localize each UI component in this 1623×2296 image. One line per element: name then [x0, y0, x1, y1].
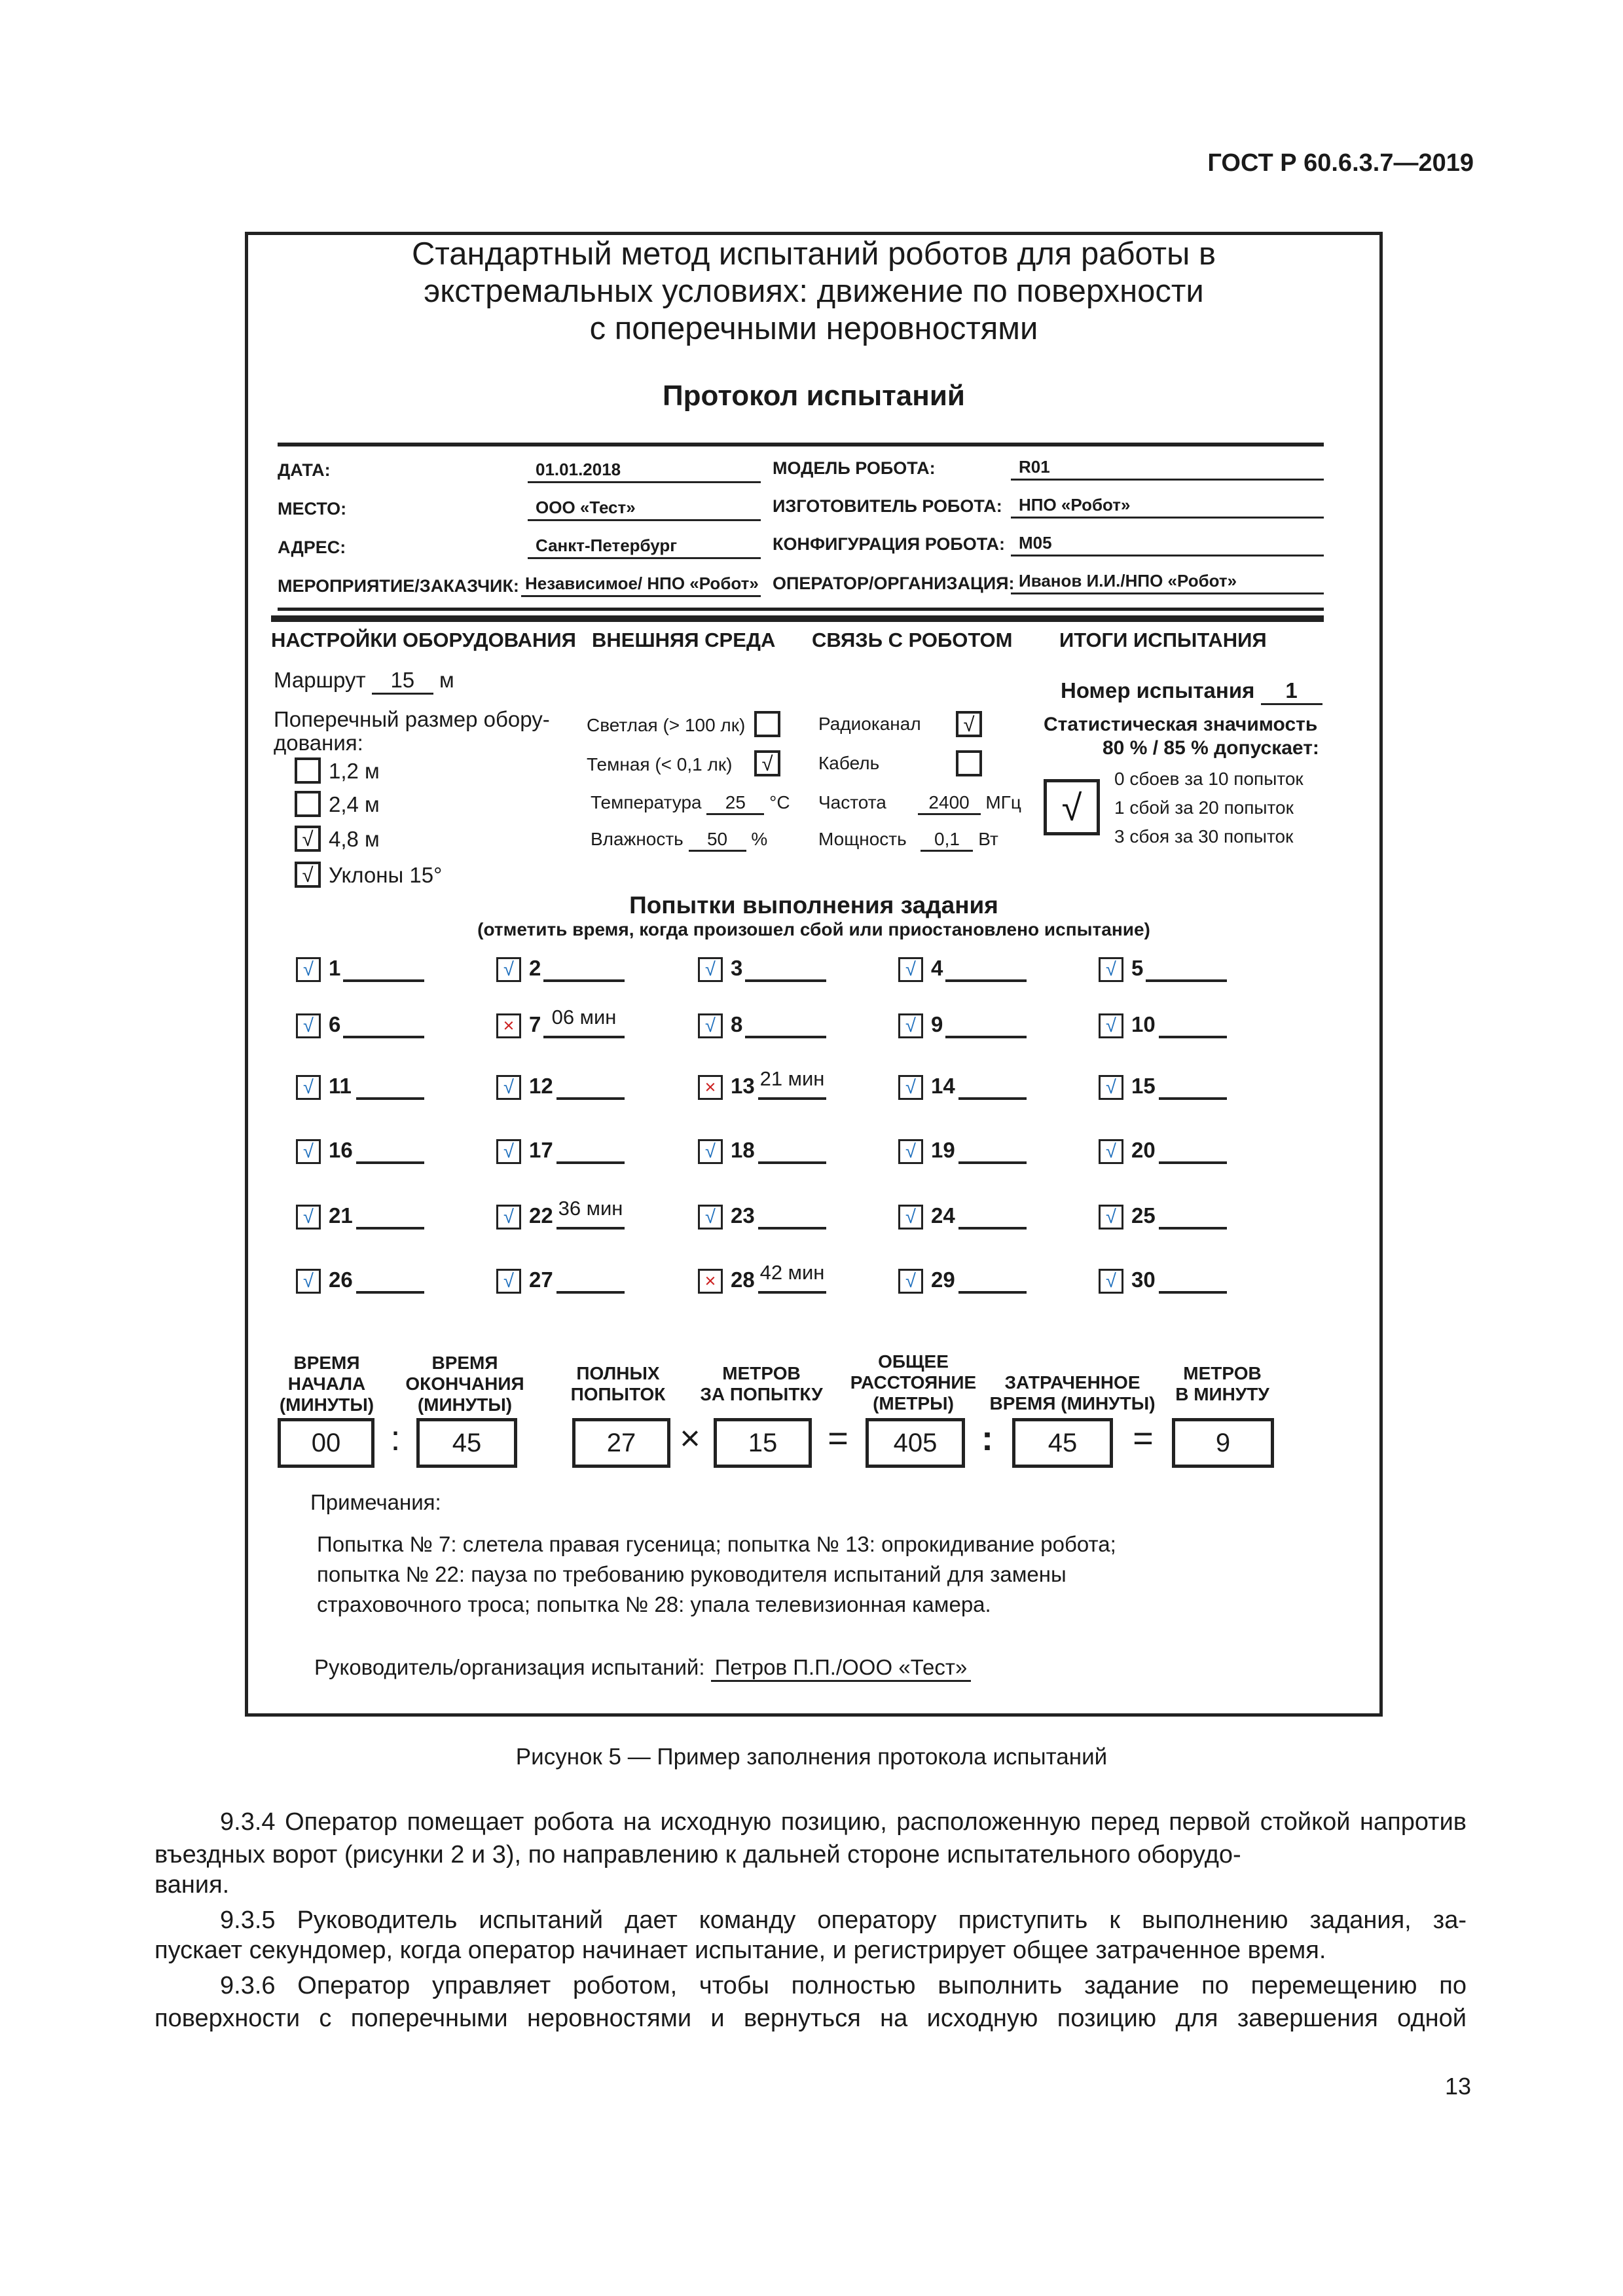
configuration-field[interactable]: М05	[1011, 530, 1324, 556]
significance-rule-1: 0 сбоев за 10 попыток	[1114, 769, 1304, 789]
paragraph-9-3-4-end: вания.	[155, 1871, 230, 1899]
size-1-2-checkbox[interactable]	[295, 757, 321, 784]
attempt-7-checkbox[interactable]: ×	[496, 1013, 521, 1038]
test-number-label: Номер испытания	[1061, 678, 1255, 702]
paragraph-9-3-5-line-2: пускает секундомер, когда оператор начинает испытание, и регистрирует общее затраченное время.	[155, 1937, 1326, 1964]
attempt-3-number: 3	[731, 956, 743, 980]
attempt-13-checkbox[interactable]: ×	[698, 1075, 723, 1100]
attempt-25-checkbox[interactable]: √	[1099, 1205, 1123, 1230]
start-time-header: ВРЕМЯ НАЧАЛА (МИНУТЫ)	[279, 1353, 374, 1415]
attempt-3-checkbox[interactable]: √	[698, 957, 723, 982]
attempt-5-time-line[interactable]	[1146, 979, 1227, 982]
significance-line-1: Статистическая значимость	[1044, 714, 1318, 735]
humidity-unit: %	[751, 829, 768, 849]
attempt-7-number: 7	[529, 1012, 541, 1036]
address-field[interactable]: Санкт-Петербург	[528, 533, 761, 559]
attempt-14-time-line[interactable]	[958, 1097, 1027, 1100]
attempt-6-number: 6	[329, 1012, 341, 1036]
size-1-2-label: 1,2 м	[329, 759, 380, 783]
attempt-12-time-line[interactable]	[556, 1097, 625, 1100]
manufacturer-label: ИЗГОТОВИТЕЛЬ РОБОТА:	[773, 496, 1002, 516]
attempts-subtitle: (отметить время, когда произошел сбой или приостановлено испытание)	[477, 919, 1150, 939]
cable-checkbox[interactable]	[956, 750, 982, 776]
attempt-1-number: 1	[329, 956, 341, 980]
attempt-20-checkbox[interactable]: √	[1099, 1139, 1123, 1164]
attempt-6-time-line[interactable]	[343, 1036, 424, 1038]
significance-line-2: 80 % / 85 % допускает:	[1103, 737, 1319, 759]
notes-label: Примечания:	[310, 1490, 441, 1514]
attempt-16-number: 16	[329, 1138, 353, 1162]
paragraph-9-3-5-line-1: 9.3.5 Руководитель испытаний дает команду оператору приступить к выполнению задания, за-	[220, 1906, 1467, 1934]
test-number-value[interactable]: 1	[1261, 678, 1322, 705]
figure-caption: Рисунок 5 — Пример заполнения протокола испытаний	[515, 1744, 1108, 1770]
temperature-value[interactable]: 25	[706, 792, 764, 815]
route-label: Маршрут	[274, 668, 366, 692]
event-field[interactable]: Независимое/ НПО «Робот»	[521, 571, 761, 597]
power-line	[818, 829, 998, 852]
attempt-17-checkbox[interactable]: √	[496, 1139, 521, 1164]
end-time-box[interactable]: 45	[416, 1418, 517, 1468]
significance-rule-2: 1 сбой за 20 попыток	[1114, 797, 1294, 818]
slopes-label: Уклоны 15°	[329, 863, 443, 887]
significance-checkbox[interactable]: √	[1044, 779, 1100, 835]
attempt-1-checkbox[interactable]: √	[296, 957, 321, 982]
attempt-11-time-line[interactable]	[356, 1097, 424, 1100]
attempt-29-time-line[interactable]	[958, 1291, 1027, 1294]
attempt-27-time-line[interactable]	[556, 1291, 625, 1294]
temperature-line	[591, 792, 790, 815]
attempt-20-number: 20	[1131, 1138, 1156, 1162]
attempt-23-time-line[interactable]	[758, 1227, 826, 1230]
attempt-16-time-line[interactable]	[356, 1161, 424, 1164]
form-title-line-2: экстремальных условиях: движение по поверхности	[424, 274, 1204, 309]
paragraph-9-3-6: 9.3.6 Оператор управляет роботом, чтобы полностью выполнить задание по перемещению по поверхности с поперечными неровностями и вернуться на исходную позицию для завершения одной	[155, 1972, 1467, 2032]
route-line	[274, 668, 454, 695]
slopes-checkbox[interactable]: √	[295, 862, 321, 888]
supervisor-line	[314, 1655, 971, 1682]
test-number-line	[1061, 678, 1322, 705]
protocol-title: Протокол испытаний	[663, 380, 965, 412]
attempt-8-checkbox[interactable]: √	[698, 1013, 723, 1038]
event-label: МЕРОПРИЯТИЕ/ЗАКАЗЧИК:	[278, 576, 519, 596]
comms-section-title: СВЯЗЬ С РОБОТОМ	[812, 629, 1013, 651]
robot-model-label: МОДЕЛЬ РОБОТА:	[773, 458, 936, 478]
info-bottom-rule-thin	[278, 608, 1324, 611]
attempt-30-checkbox[interactable]: √	[1099, 1269, 1123, 1294]
power-unit: Вт	[978, 829, 998, 849]
attempt-26-checkbox[interactable]: √	[296, 1269, 321, 1294]
attempt-9-checkbox[interactable]: √	[898, 1013, 923, 1038]
attempt-21-time-line[interactable]	[356, 1227, 424, 1230]
size-2-4-checkbox[interactable]	[295, 791, 321, 817]
paragraph-9-3-4: 9.3.4 Оператор помещает робота на исходную позицию, расположенную перед первой стойкой напротив въездных ворот (рисунки 2 и 3), по направлению к дальней стороне испытательного оборудо-	[155, 1808, 1467, 1868]
manufacturer-field[interactable]: НПО «Робот»	[1011, 492, 1324, 519]
attempt-9-time-line[interactable]	[945, 1036, 1027, 1038]
robot-model-field[interactable]: R01	[1011, 454, 1324, 481]
meters-per-minute-header: МЕТРОВ В МИНУТУ	[1175, 1363, 1269, 1404]
results-section-title: ИТОГИ ИСПЫТАНИЯ	[1059, 629, 1267, 651]
route-unit: м	[439, 668, 454, 692]
meters-per-attempt-box[interactable]: 15	[714, 1418, 812, 1468]
size-4-8-checkbox[interactable]: √	[295, 826, 321, 852]
light-checkbox[interactable]	[754, 711, 780, 737]
frequency-label: Частота	[818, 792, 886, 812]
total-distance-box[interactable]: 405	[866, 1418, 965, 1468]
attempt-4-checkbox[interactable]: √	[898, 957, 923, 982]
date-label: ДАТА:	[278, 460, 331, 480]
humidity-value[interactable]: 50	[689, 829, 746, 852]
attempt-12-checkbox[interactable]: √	[496, 1075, 521, 1100]
temperature-label: Температура	[591, 792, 702, 812]
power-label: Мощность	[818, 829, 907, 849]
humidity-line	[591, 829, 767, 852]
attempt-2-checkbox[interactable]: √	[496, 957, 521, 982]
frequency-line	[818, 792, 1021, 815]
size-4-8-label: 4,8 м	[329, 827, 380, 851]
attempt-2-number: 2	[529, 956, 541, 980]
humidity-label: Влажность	[591, 829, 684, 849]
frequency-unit: МГц	[985, 792, 1021, 812]
operator-field[interactable]: Иванов И.И./НПО «Робот»	[1011, 568, 1324, 594]
attempt-10-time-line[interactable]	[1159, 1036, 1227, 1038]
attempt-27-checkbox[interactable]: √	[496, 1269, 521, 1294]
elapsed-time-box[interactable]: 45	[1012, 1418, 1113, 1468]
attempt-19-checkbox[interactable]: √	[898, 1139, 923, 1164]
attempt-11-number: 11	[329, 1074, 352, 1098]
attempt-13-time: 21 мин	[759, 1067, 825, 1090]
standard-number: ГОСТ Р 60.6.3.7—2019	[1207, 149, 1474, 177]
attempt-14-number: 14	[931, 1074, 955, 1098]
note-line-3: страховочного троса; попытка № 28: упала телевизионная камера.	[317, 1592, 991, 1616]
attempt-9-number: 9	[931, 1012, 943, 1036]
attempt-23-number: 23	[731, 1203, 755, 1228]
colon-operator-1: :	[390, 1419, 401, 1458]
attempt-26-time-line[interactable]	[356, 1291, 424, 1294]
environment-section-title: ВНЕШНЯЯ СРЕДА	[592, 629, 776, 651]
attempt-1-time-line[interactable]	[343, 979, 424, 982]
attempt-28-time: 42 мин	[759, 1261, 825, 1284]
attempt-23-checkbox[interactable]: √	[698, 1205, 723, 1230]
attempt-5-number: 5	[1131, 956, 1144, 980]
cable-label: Кабель	[818, 753, 880, 773]
attempt-30-number: 30	[1131, 1267, 1156, 1292]
attempt-19-time-line[interactable]	[958, 1161, 1027, 1164]
attempt-25-number: 25	[1131, 1203, 1156, 1228]
equipment-section-title: НАСТРОЙКИ ОБОРУДОВАНИЯ	[271, 629, 576, 651]
attempt-30-time-line[interactable]	[1159, 1291, 1227, 1294]
colon-operator-2: :	[981, 1419, 993, 1458]
attempt-14-checkbox[interactable]: √	[898, 1075, 923, 1100]
attempt-18-checkbox[interactable]: √	[698, 1139, 723, 1164]
power-value[interactable]: 0,1	[921, 829, 973, 852]
dark-checkbox[interactable]: √	[754, 750, 780, 776]
attempt-18-time-line[interactable]	[758, 1161, 826, 1164]
note-line-2: попытка № 22: пауза по требованию руководителя испытаний для замены	[317, 1562, 1067, 1586]
operator-label: ОПЕРАТОР/ОРГАНИЗАЦИЯ:	[773, 574, 1015, 593]
attempt-26-number: 26	[329, 1267, 353, 1292]
attempt-10-checkbox[interactable]: √	[1099, 1013, 1123, 1038]
radio-checkbox[interactable]: √	[956, 711, 982, 737]
attempt-16-checkbox[interactable]: √	[296, 1139, 321, 1164]
date-field[interactable]: 01.01.2018	[528, 457, 761, 483]
route-value[interactable]: 15	[372, 668, 433, 695]
attempt-3-time-line[interactable]	[745, 979, 826, 982]
attempt-2-time-line[interactable]	[543, 979, 625, 982]
attempt-10-number: 10	[1131, 1012, 1156, 1036]
size-2-4-label: 2,4 м	[329, 792, 380, 816]
temperature-unit: °С	[769, 792, 790, 812]
attempt-4-time-line[interactable]	[945, 979, 1027, 982]
supervisor-value[interactable]: Петров П.П./ООО «Тест»	[711, 1655, 972, 1682]
total-distance-header: ОБЩЕЕ РАССТОЯНИЕ (МЕТРЫ)	[850, 1351, 977, 1413]
configuration-label: КОНФИГУРАЦИЯ РОБОТА:	[773, 534, 1006, 554]
attempt-24-number: 24	[931, 1203, 955, 1228]
attempt-27-number: 27	[529, 1267, 553, 1292]
attempt-11-checkbox[interactable]: √	[296, 1075, 321, 1100]
place-label: МЕСТО:	[278, 499, 347, 519]
attempt-5-checkbox[interactable]: √	[1099, 957, 1123, 982]
attempt-15-checkbox[interactable]: √	[1099, 1075, 1123, 1100]
cross-size-label-1: Поперечный размер обору-	[274, 707, 550, 731]
info-top-rule	[278, 443, 1324, 446]
radio-label: Радиоканал	[818, 714, 921, 734]
light-label: Светлая (> 100 лк)	[587, 715, 746, 735]
attempt-20-time-line[interactable]	[1159, 1161, 1227, 1164]
frequency-value[interactable]: 2400	[918, 792, 981, 815]
attempt-17-number: 17	[529, 1138, 553, 1162]
attempt-8-time-line[interactable]	[745, 1036, 826, 1038]
note-line-1: Попытка № 7: слетела правая гусеница; попытка № 13: опрокидивание робота;	[317, 1532, 1116, 1556]
attempt-17-time-line[interactable]	[556, 1161, 625, 1164]
meters-per-minute-box[interactable]: 9	[1172, 1418, 1274, 1468]
attempt-28-number: 28	[731, 1267, 755, 1292]
attempt-25-time-line[interactable]	[1159, 1227, 1227, 1230]
attempt-13-time-line[interactable]	[758, 1097, 826, 1100]
attempt-15-time-line[interactable]	[1159, 1097, 1227, 1100]
attempt-24-checkbox[interactable]: √	[898, 1205, 923, 1230]
cross-size-label-2: дования:	[274, 731, 363, 755]
place-field[interactable]: ООО «Тест»	[528, 495, 761, 521]
form-title-line-3: с поперечными неровностями	[589, 311, 1038, 346]
attempt-22-time: 36 мин	[558, 1197, 623, 1220]
attempt-28-checkbox[interactable]: ×	[698, 1269, 723, 1294]
supervisor-label: Руководитель/организация испытаний:	[314, 1655, 705, 1679]
page-number: 13	[1444, 2073, 1471, 2100]
attempt-15-number: 15	[1131, 1074, 1156, 1098]
attempt-12-number: 12	[529, 1074, 553, 1098]
end-time-header: ВРЕМЯ ОКОНЧАНИЯ (МИНУТЫ)	[405, 1353, 524, 1415]
attempt-18-number: 18	[731, 1138, 755, 1162]
address-label: АДРЕС:	[278, 538, 346, 557]
attempts-title: Попытки выполнения задания	[629, 892, 998, 919]
start-time-box[interactable]: 00	[278, 1418, 374, 1468]
info-bottom-rule-thick	[271, 615, 1324, 622]
attempt-7-time: 06 мин	[551, 1006, 617, 1029]
attempt-29-number: 29	[931, 1267, 955, 1292]
meters-per-attempt-header: МЕТРОВ ЗА ПОПЫТКУ	[700, 1363, 823, 1404]
attempt-4-number: 4	[931, 956, 943, 980]
attempt-22-checkbox[interactable]: √	[496, 1205, 521, 1230]
attempt-22-number: 22	[529, 1203, 553, 1228]
significance-rule-3: 3 сбоя за 30 попыток	[1114, 826, 1294, 847]
attempt-8-number: 8	[731, 1012, 743, 1036]
attempt-22-time-line[interactable]	[556, 1227, 625, 1230]
full-attempts-box[interactable]: 27	[572, 1418, 670, 1468]
elapsed-time-header: ЗАТРАЧЕННОЕ ВРЕМЯ (МИНУТЫ)	[989, 1372, 1156, 1413]
attempt-21-number: 21	[329, 1203, 353, 1228]
attempt-6-checkbox[interactable]: √	[296, 1013, 321, 1038]
form-title-line-1: Стандартный метод испытаний роботов для работы в	[412, 236, 1216, 272]
dark-label: Темная (< 0,1 лк)	[587, 754, 733, 774]
equals-operator-1: =	[828, 1419, 848, 1458]
attempt-13-number: 13	[731, 1074, 755, 1098]
attempt-21-checkbox[interactable]: √	[296, 1205, 321, 1230]
attempt-29-checkbox[interactable]: √	[898, 1269, 923, 1294]
attempt-24-time-line[interactable]	[958, 1227, 1027, 1230]
attempt-7-time-line[interactable]	[543, 1036, 625, 1038]
times-operator: ×	[680, 1419, 701, 1458]
equals-operator-2: =	[1133, 1419, 1154, 1458]
attempt-19-number: 19	[931, 1138, 955, 1162]
full-attempts-header: ПОЛНЫХ ПОПЫТОК	[570, 1363, 666, 1404]
attempt-28-time-line[interactable]	[758, 1291, 826, 1294]
